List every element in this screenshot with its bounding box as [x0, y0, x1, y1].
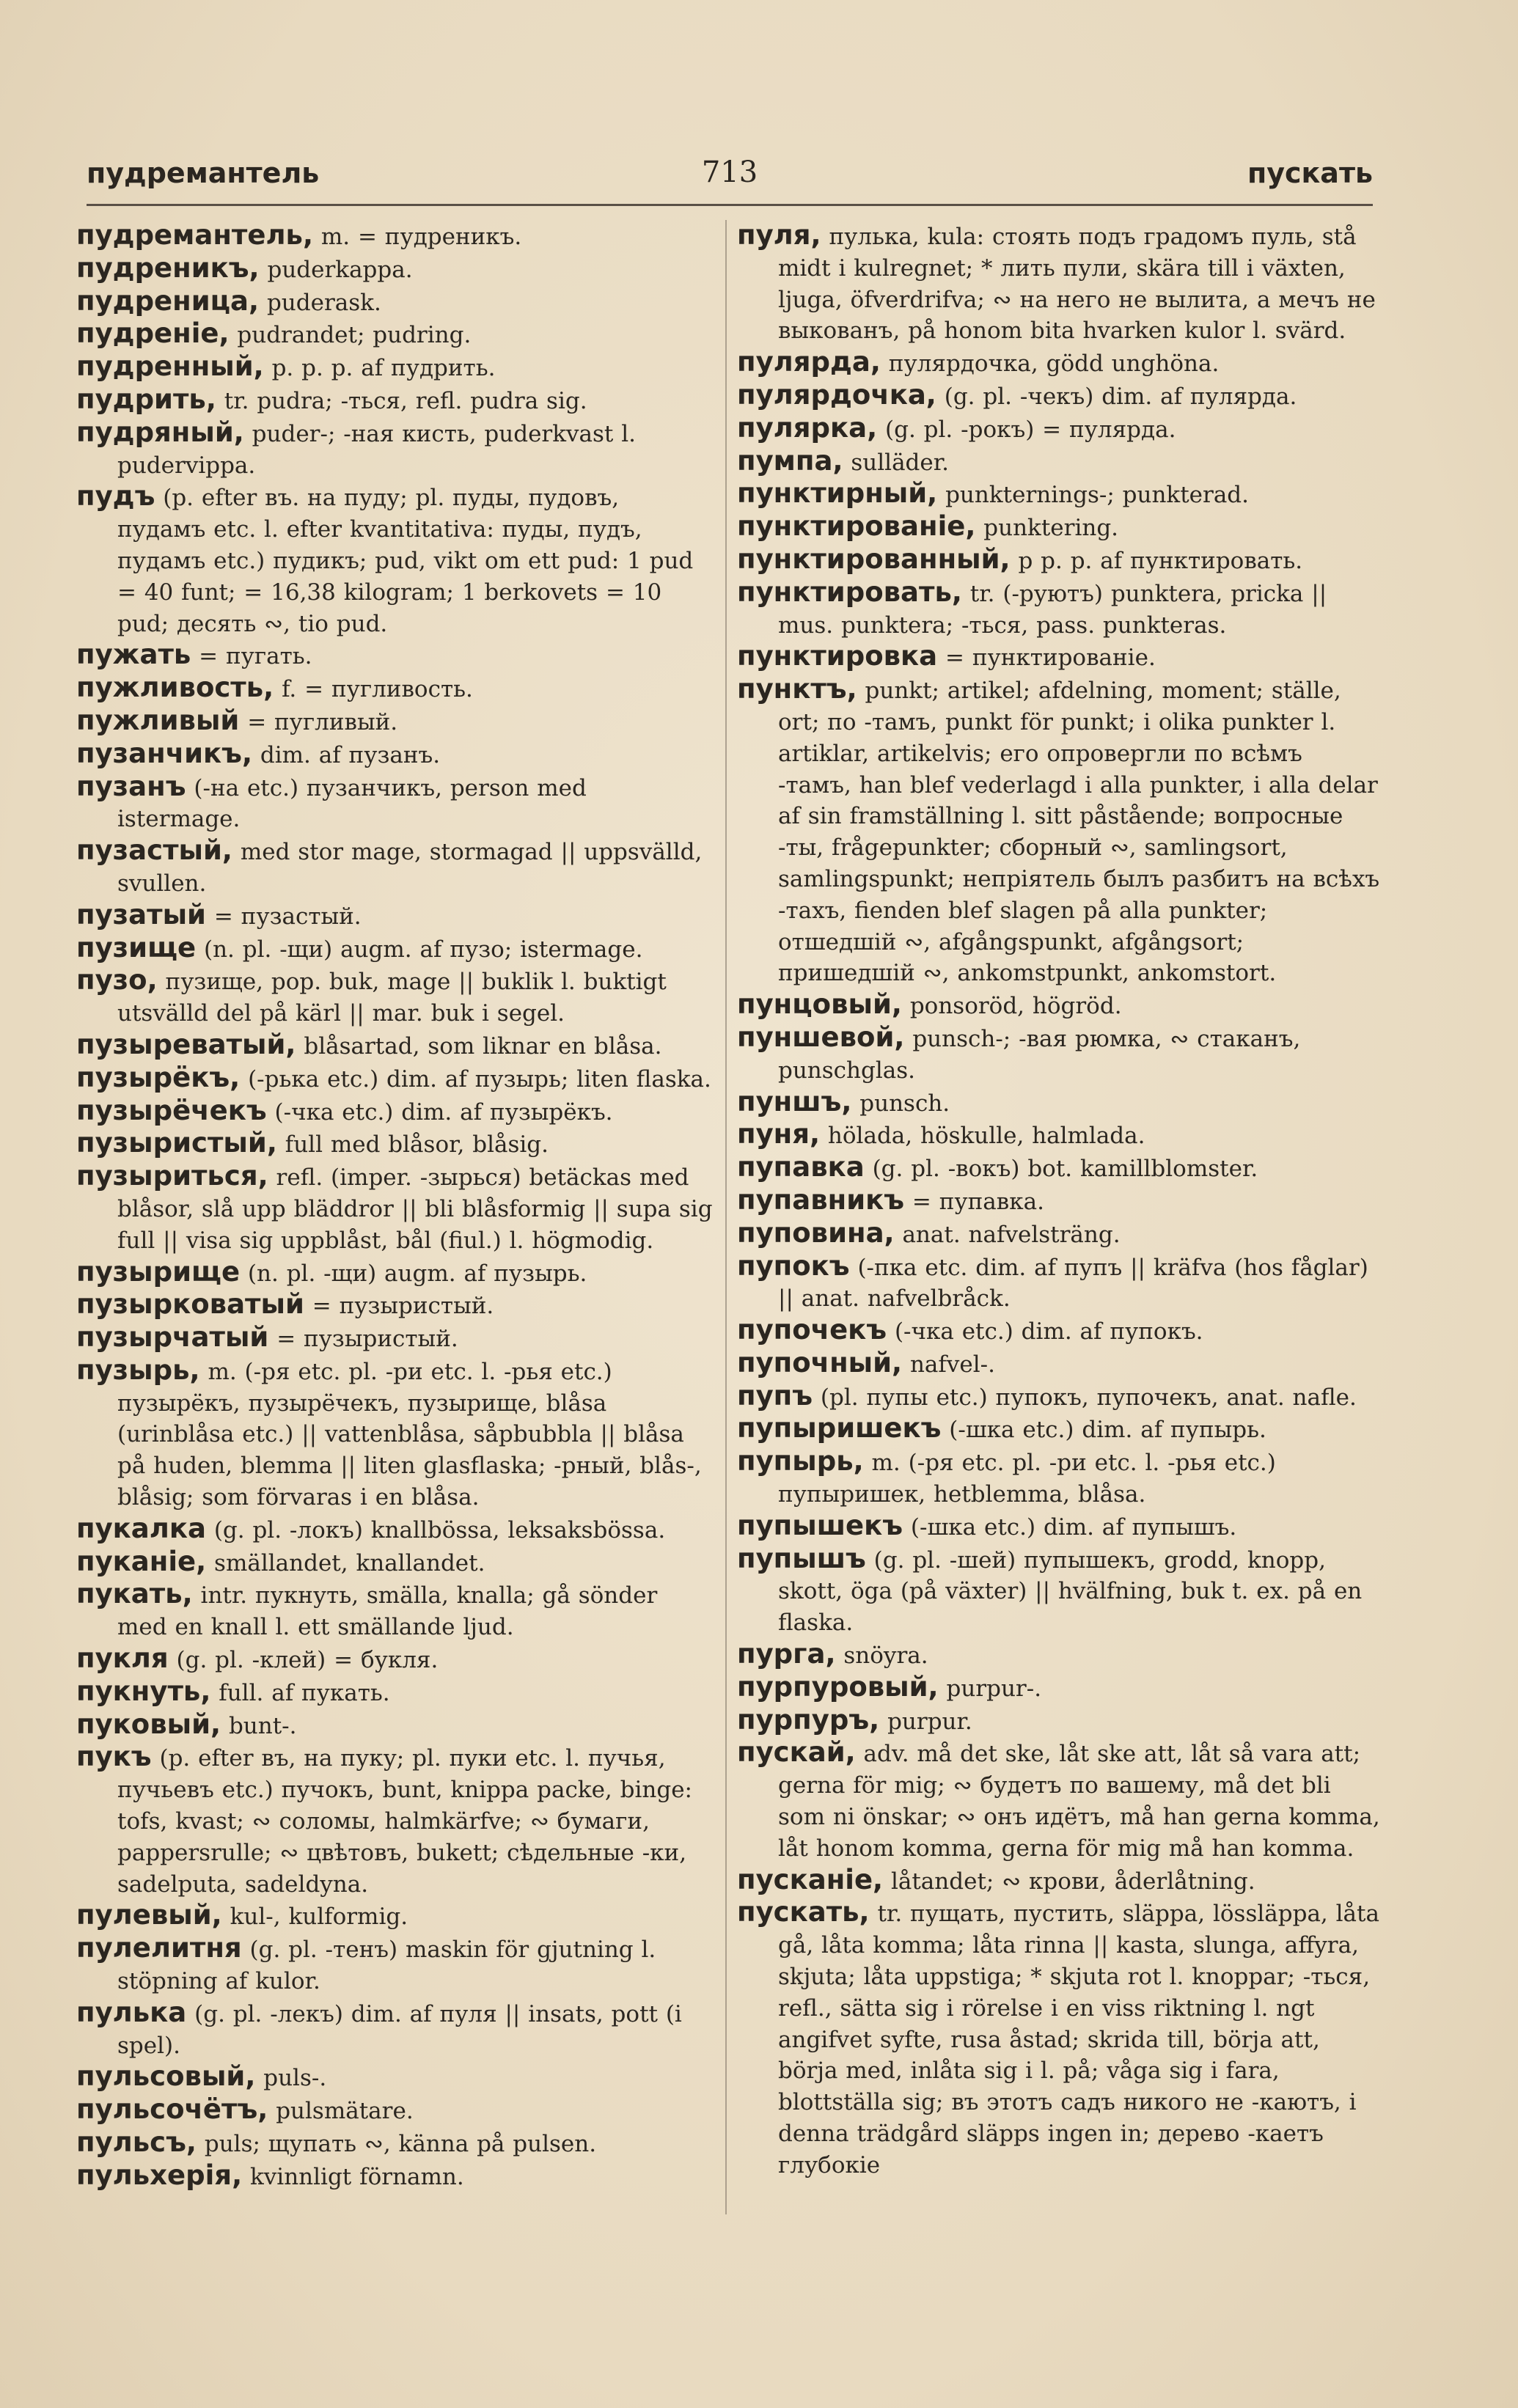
entry-headword: пукать,	[76, 1578, 193, 1610]
entry-headword: пузырёкъ,	[76, 1061, 241, 1093]
entry-definition: tr. пущать, пустить, släppa, lössläppa, låta gå, låta komma; låta rinna || kasta, slunga, affyra, skjuta; låta uppstiga; * skjuta rot l. knoppar; -ться, refl., sätta sig i rörelse i en viss riktning l. ngt angifvet syfte, rusa åstad; skrida till, börja att, börja med, inlåta sig i l. på; våga sig i fara, blottställa sig; въ этотъ садъ никого не -каютъ, i denna trädgård släpps ingen in; дерево -каетъ глубокіе	[778, 1901, 1379, 2178]
entry-definition: puderask.	[266, 289, 381, 316]
entry-headword: пузыристый,	[76, 1127, 277, 1159]
entry-definition: purpur-.	[946, 1675, 1042, 1702]
dictionary-entry	[76, 1933, 714, 1997]
dictionary-entry	[76, 1029, 714, 1062]
entry-definition: = пузыристый.	[276, 1326, 458, 1353]
dictionary-entry	[737, 1510, 1382, 1543]
entry-headword: пурга,	[737, 1638, 836, 1670]
dictionary-entry	[76, 738, 714, 771]
dictionary-entry	[737, 1218, 1382, 1251]
right-column	[737, 220, 1382, 2244]
entry-definition: пулярдочка, gödd unghöna.	[888, 350, 1220, 378]
entry-headword: пупочный,	[737, 1346, 903, 1379]
entry-headword: пужать	[76, 639, 191, 671]
entry-headword: пулярка,	[737, 411, 878, 444]
column-divider	[725, 220, 727, 2214]
entry-definition: (p. efter въ. на пуду; pl. пуды, пудовъ, пудамъ etc. l. efter kvantitativa: пуды, пудъ, пудамъ etc.) пудикъ; pud, vikt om ett pud: 1 pud = 40 funt; = 16,38 kilogram; 1 berkovets = 10 pud; десять ∾, tio pud.	[117, 485, 694, 637]
entry-definition: adv. må det ske, låt ske att, låt så vara att; gerna för mig; ∾ будетъ по вашему, må det bli som ni önskar; ∾ онъ идётъ, må han gerna komma, låt honom komma, gerna för mig må han komma.	[778, 1741, 1380, 1862]
entry-definition: nafvel-.	[909, 1351, 995, 1378]
entry-headword: пупъ	[737, 1379, 813, 1412]
entry-definition: (-на etc.) пузанчикъ, person med istermage.	[117, 774, 587, 833]
entry-definition: = пугать.	[199, 643, 312, 670]
dictionary-entry	[737, 1672, 1382, 1705]
entry-headword: пуншъ,	[737, 1085, 852, 1117]
dictionary-entry	[76, 1709, 714, 1742]
entry-definition: (g. pl. -локъ) knallbössa, leksaksbössa.	[213, 1516, 666, 1543]
entry-headword: пудремантель,	[76, 220, 314, 251]
dictionary-entry	[737, 1413, 1382, 1446]
dictionary-entry	[76, 2061, 714, 2094]
entry-definition: punktering.	[983, 515, 1119, 542]
dictionary-entry	[737, 1705, 1382, 1738]
entry-headword: пужливость,	[76, 672, 274, 704]
dictionary-entry	[76, 1579, 714, 1643]
dictionary-entry	[737, 347, 1382, 380]
entry-definition: = пугливый.	[247, 708, 398, 735]
dictionary-entry	[737, 1737, 1382, 1864]
entry-definition: bunt-.	[228, 1712, 297, 1739]
entry-headword: пузо,	[76, 964, 158, 996]
dictionary-entry	[737, 1022, 1382, 1087]
entry-headword: пуншевой,	[737, 1021, 905, 1053]
entry-definition: anat. nafvelsträng.	[902, 1221, 1121, 1248]
entry-headword: пупышъ	[737, 1542, 866, 1574]
entry-headword: пузырковатый	[76, 1288, 304, 1321]
entry-definition: pulsmätare.	[276, 2098, 414, 2125]
dictionary-entry	[76, 220, 714, 253]
entry-headword: пупавка	[737, 1151, 865, 1183]
entry-headword: пудреникъ,	[76, 252, 260, 284]
dictionary-entry	[737, 1348, 1382, 1381]
entry-headword: пуканіе,	[76, 1545, 207, 1577]
entry-definition: puls; щупать ∾, känna på pulsen.	[204, 2131, 597, 2158]
dictionary-entry	[76, 318, 714, 351]
entry-definition: p p. p. af пунктировать.	[1018, 547, 1303, 574]
dictionary-entry	[76, 1643, 714, 1676]
entry-headword: пузанчикъ,	[76, 737, 253, 769]
entry-definition: = пунктированіе.	[945, 645, 1156, 672]
entry-definition: p. p. p. af пудрить.	[271, 355, 496, 382]
dictionary-entry	[737, 1865, 1382, 1898]
dictionary-entry	[76, 1289, 714, 1322]
entry-headword: пунктированіе,	[737, 510, 976, 543]
entry-headword: пудреніе,	[76, 317, 230, 350]
entry-headword: пунктировка	[737, 640, 938, 672]
entry-definition: smällandet, knallandet.	[214, 1549, 485, 1576]
dictionary-entry	[737, 446, 1382, 479]
entry-definition: = пузастый.	[213, 903, 362, 930]
dictionary-entry	[76, 771, 714, 836]
dictionary-entry	[76, 1355, 714, 1513]
dictionary-entry	[76, 933, 714, 966]
entry-definition: = пузыристый.	[312, 1293, 494, 1320]
dictionary-entry	[737, 220, 1382, 347]
dictionary-entry	[76, 417, 714, 482]
entry-definition: (-шка etc.) dim. af пупышъ.	[910, 1513, 1237, 1541]
entry-headword: пусканіе,	[737, 1863, 884, 1895]
entry-headword: пульхерія,	[76, 2159, 243, 2191]
dictionary-entry	[76, 1062, 714, 1095]
entry-definition: sulläder.	[851, 449, 950, 476]
dictionary-entry	[737, 1152, 1382, 1185]
dictionary-entry	[737, 1087, 1382, 1120]
entry-headword: пуповина,	[737, 1216, 895, 1249]
entry-definition: (g. pl. -тенъ) maskin för gjutning l. stöpning af kulor.	[117, 1937, 656, 1995]
dictionary-entry	[737, 544, 1382, 577]
dictionary-entry	[737, 1185, 1382, 1218]
entry-headword: пунктъ,	[737, 673, 857, 705]
entry-definition: f. = пугливость.	[282, 676, 473, 703]
dictionary-entry	[76, 835, 714, 900]
entry-definition: puder-; -ная кисть, puderkvast l. pudervippa.	[117, 420, 637, 479]
entry-definition: full. af пукать.	[219, 1679, 390, 1706]
entry-definition: пузище, pop. buk, mage || buklik l. buktigt utsvälld del på kärl || mar. buk i segel.	[117, 969, 667, 1027]
entry-headword: пуковый,	[76, 1708, 221, 1740]
entry-definition: punsch.	[859, 1090, 950, 1117]
dictionary-entry	[76, 1322, 714, 1355]
entry-definition: (g. pl. -шей) пупышекъ, grodd, knopp, skott, öga (på växter) || hvälfning, buk t. ex. på en flaska.	[778, 1546, 1363, 1637]
dictionary-entry	[737, 577, 1382, 642]
entry-headword: пузырище	[76, 1255, 241, 1288]
entry-headword: пупырь,	[737, 1445, 864, 1478]
entry-definition: (p. efter въ, на пуку; pl. пуки etc. l. пучья, пучьевъ etc.) пучокъ, bunt, knippa packe, binge: tofs, kvast; ∾ соломы, halmkärfve; ∾ бумаги, pappersrulle; ∾ цвѣтовъ, bukett; сѣдельные -ки, sadelputa, sadeldyna.	[117, 1745, 692, 1898]
dictionary-entry	[737, 478, 1382, 511]
dictionary-entry	[76, 900, 714, 933]
entry-headword: пупочекъ	[737, 1314, 887, 1346]
dictionary-entry	[76, 1128, 714, 1161]
dictionary-entry	[76, 1095, 714, 1128]
entry-definition: пулька, kula: стоять подъ градомъ пуль, stå midt i kulregnet; * лить пули, skära till i växten, ljuga, öfverdrifva; ∾ на него не вылита, а мечъ не выкованъ, på honom bita hvarken kulor l. svärd.	[778, 224, 1376, 345]
entry-definition: punkt; artikel; afdelning, moment; ställe, ort; по -тамъ, punkt för punkt; i olika punkter l. artiklar, artikelvis; его опровергли по всѣмъ -тамъ, han blef vederlagd i alla punkter, i alla delar af sin framställning l. sitt påstående; вопросные -ты, frågepunkter; сборный ∾, samlingsort, samlingspunkt; непріятель былъ разбитъ на всѣхъ -тахъ, fienden blef slagen på alla punkter; отшедшій ∾, afgångspunkt, afgångsort; пришедшій ∾, ankomstpunkt, ankomstort.	[778, 678, 1380, 987]
entry-definition: intr. пукнуть, smälla, knalla; gå sönder med en knall l. ett smällande ljud.	[117, 1582, 658, 1641]
entry-headword: пузыриться,	[76, 1160, 268, 1192]
dictionary-entry	[737, 1381, 1382, 1414]
dictionary-entry	[76, 1900, 714, 1933]
entry-headword: пукля	[76, 1642, 169, 1675]
dictionary-entry	[76, 351, 714, 384]
dictionary-entry	[76, 1997, 714, 2062]
entry-definition: kul-, kulformig.	[230, 1904, 408, 1931]
entry-definition: m. (-ря etc. pl. -ри etc. l. -рья etc.) пупыришек, hetblemma, blåsa.	[778, 1450, 1276, 1508]
entry-headword: пудреница,	[76, 285, 260, 317]
entry-headword: пудряный,	[76, 416, 244, 448]
entry-headword: пупавникъ	[737, 1183, 905, 1216]
entry-definition: m. (-ря etc. pl. -ри etc. l. -рья etc.) пузырёкъ, пузырёчекъ, пузырище, blåsa (urinblåsa etc.) || vattenblåsa, såpbubbla || blåsa på huden, blemma || liten glasflaska; -рный, blås-, blåsig; som förvaras i en blåsa.	[117, 1358, 702, 1511]
entry-headword: пульсъ,	[76, 2126, 197, 2159]
dictionary-entry	[76, 1741, 714, 1900]
dictionary-entry	[76, 1676, 714, 1709]
dictionary-entry	[737, 511, 1382, 544]
entry-headword: пузырёчекъ	[76, 1094, 267, 1126]
header-left-guide-word: пудремантель	[87, 157, 320, 189]
entry-definition: full med blåsor, blåsig.	[285, 1131, 549, 1159]
dictionary-entry	[76, 286, 714, 319]
entry-headword: пунктировать,	[737, 576, 962, 608]
dictionary-entry	[76, 1513, 714, 1546]
entry-headword: пузастый,	[76, 834, 232, 867]
entry-definition: (-чка etc.) dim. af пузырёкъ.	[274, 1098, 613, 1126]
entry-headword: пузатый	[76, 898, 206, 930]
entry-headword: пунктированный,	[737, 543, 1011, 575]
entry-definition: (n. pl. -щи) augm. af пузо; istermage.	[203, 936, 643, 963]
entry-headword: пукалка	[76, 1512, 206, 1544]
entry-headword: пузырь,	[76, 1354, 200, 1386]
entry-headword: пулелитня	[76, 1932, 242, 1964]
entry-definition: dim. af пузанъ.	[260, 741, 441, 768]
entry-headword: пузище	[76, 931, 197, 963]
entry-headword: пузанъ	[76, 770, 186, 802]
dictionary-entry	[737, 641, 1382, 674]
dictionary-entry	[76, 1257, 714, 1290]
dictionary-entry	[76, 1161, 714, 1256]
entry-definition: blåsartad, som liknar en blåsa.	[304, 1032, 662, 1060]
entry-headword: пунцовый,	[737, 988, 902, 1021]
dictionary-entry	[737, 1543, 1382, 1639]
entry-headword: пулевый,	[76, 1899, 222, 1931]
entry-headword: пурпуровый,	[737, 1670, 939, 1703]
entry-headword: пупыришекъ	[737, 1412, 942, 1445]
entry-headword: пумпа,	[737, 444, 843, 477]
entry-definition: (pl. пупы etc.) пупокъ, пупочекъ, anat. nafle.	[820, 1384, 1357, 1411]
entry-headword: пукъ	[76, 1741, 152, 1773]
left-column	[76, 220, 714, 2244]
entry-definition: tr. (-руютъ) punktera, pricka || mus. punktera; -ться, pass. punkteras.	[778, 580, 1327, 639]
entry-definition: refl. (imper. -зырься) betäckas med blåsor, slå upp bläddror || bli blåsformig || supa sig full || visa sig uppblåst, bål (fiul.) l. högmodig.	[117, 1164, 713, 1254]
entry-definition: (g. pl. -лекъ) dim. af пуля || insats, pott (i spel).	[117, 2000, 682, 2059]
entry-headword: пуня,	[737, 1118, 821, 1150]
entry-definition: m. = пудреникъ.	[320, 224, 522, 250]
dictionary-entry	[737, 1446, 1382, 1510]
dictionary-entry	[76, 1546, 714, 1579]
entry-headword: пунктирный,	[737, 477, 938, 510]
entry-headword: пукнуть,	[76, 1675, 211, 1707]
entry-definition: (-чка etc.) dim. af пупокъ.	[894, 1318, 1203, 1346]
entry-headword: пудъ	[76, 480, 155, 513]
entry-definition: med stor mage, stormagad || uppsvälld, svullen.	[117, 839, 703, 897]
entry-headword: пупышекъ	[737, 1509, 903, 1541]
entry-definition: = пупавка.	[912, 1188, 1044, 1215]
entry-headword: пускай,	[737, 1736, 856, 1769]
entry-headword: пулярдочка,	[737, 378, 936, 411]
dictionary-entry	[737, 413, 1382, 446]
entry-definition: (-шка etc.) dim. af пупырь.	[949, 1417, 1266, 1444]
page-number: 713	[701, 155, 758, 189]
dictionary-entry	[76, 639, 714, 672]
entry-headword: пурпуръ,	[737, 1703, 880, 1736]
entry-definition: purpur.	[887, 1708, 972, 1735]
entry-definition: (-рька etc.) dim. af пузырь; liten flaska.	[248, 1065, 711, 1093]
dictionary-entry	[737, 989, 1382, 1022]
entry-definition: (n. pl. -щи) augm. af пузырь.	[247, 1260, 587, 1287]
entry-definition: tr. pudra; -ться, refl. pudra sig.	[224, 387, 587, 414]
entry-definition: pudrandet; pudring.	[237, 322, 472, 349]
entry-headword: пульсовый,	[76, 2060, 256, 2093]
dictionary-entry	[76, 2160, 714, 2193]
entry-definition: kvinnligt förnamn.	[249, 2163, 464, 2190]
entry-definition: puderkappa.	[267, 256, 413, 283]
entry-headword: пулярда,	[737, 346, 881, 378]
entry-definition: puls-.	[263, 2065, 327, 2092]
dictionary-entry	[737, 1251, 1382, 1315]
entry-headword: пускать,	[737, 1896, 870, 1928]
dictionary-entry	[76, 2094, 714, 2127]
header-right-guide-word: пускать	[1247, 157, 1373, 189]
dictionary-entry	[76, 253, 714, 286]
entry-headword: пузырчатый	[76, 1321, 269, 1354]
dictionary-entry	[737, 1639, 1382, 1672]
entry-definition: (g. pl. -рокъ) = пулярда.	[885, 416, 1176, 443]
entry-definition: (g. pl. -чекъ) dim. af пулярда.	[944, 383, 1297, 410]
entry-definition: låtandet; ∾ крови, åderlåtning.	[890, 1868, 1255, 1895]
entry-definition: hölada, höskulle, halmlada.	[827, 1123, 1145, 1150]
entry-headword: пульсочётъ,	[76, 2093, 268, 2126]
entry-headword: пуля,	[737, 220, 821, 251]
dictionary-entry	[76, 2127, 714, 2160]
page-header	[87, 153, 1373, 206]
entry-headword: пудренный,	[76, 350, 264, 383]
dictionary-entry	[76, 965, 714, 1029]
dictionary-entry	[76, 384, 714, 417]
entry-definition: punkternings-; punkterad.	[945, 482, 1249, 509]
entry-headword: пужливый	[76, 704, 240, 736]
entry-headword: пупокъ	[737, 1249, 850, 1282]
dictionary-entry	[737, 1897, 1382, 2181]
entry-definition: punsch-; -вая рюмка, ∾ стаканъ, punschglas.	[778, 1025, 1301, 1084]
dictionary-entry	[76, 672, 714, 705]
dictionary-entry	[76, 481, 714, 639]
dictionary-entry	[737, 674, 1382, 989]
entry-headword: пузыреватый,	[76, 1028, 296, 1060]
entry-definition: (g. pl. -клей) = букля.	[176, 1647, 439, 1674]
entry-headword: пудрить,	[76, 383, 216, 415]
entry-definition: ponsoröd, högröd.	[909, 993, 1122, 1020]
entry-definition: (-пка etc. dim. af пупъ || kräfva (hos fåglar) || anat. nafvelbråck.	[778, 1254, 1368, 1313]
dictionary-entry	[737, 380, 1382, 413]
dictionary-entry	[76, 705, 714, 738]
entry-definition: (g. pl. -вокъ) bot. kamillblomster.	[872, 1156, 1258, 1183]
entry-definition: snöyra.	[843, 1642, 928, 1670]
dictionary-entry	[737, 1315, 1382, 1348]
entry-headword: пулька	[76, 1996, 187, 2028]
dictionary-entry	[737, 1119, 1382, 1152]
